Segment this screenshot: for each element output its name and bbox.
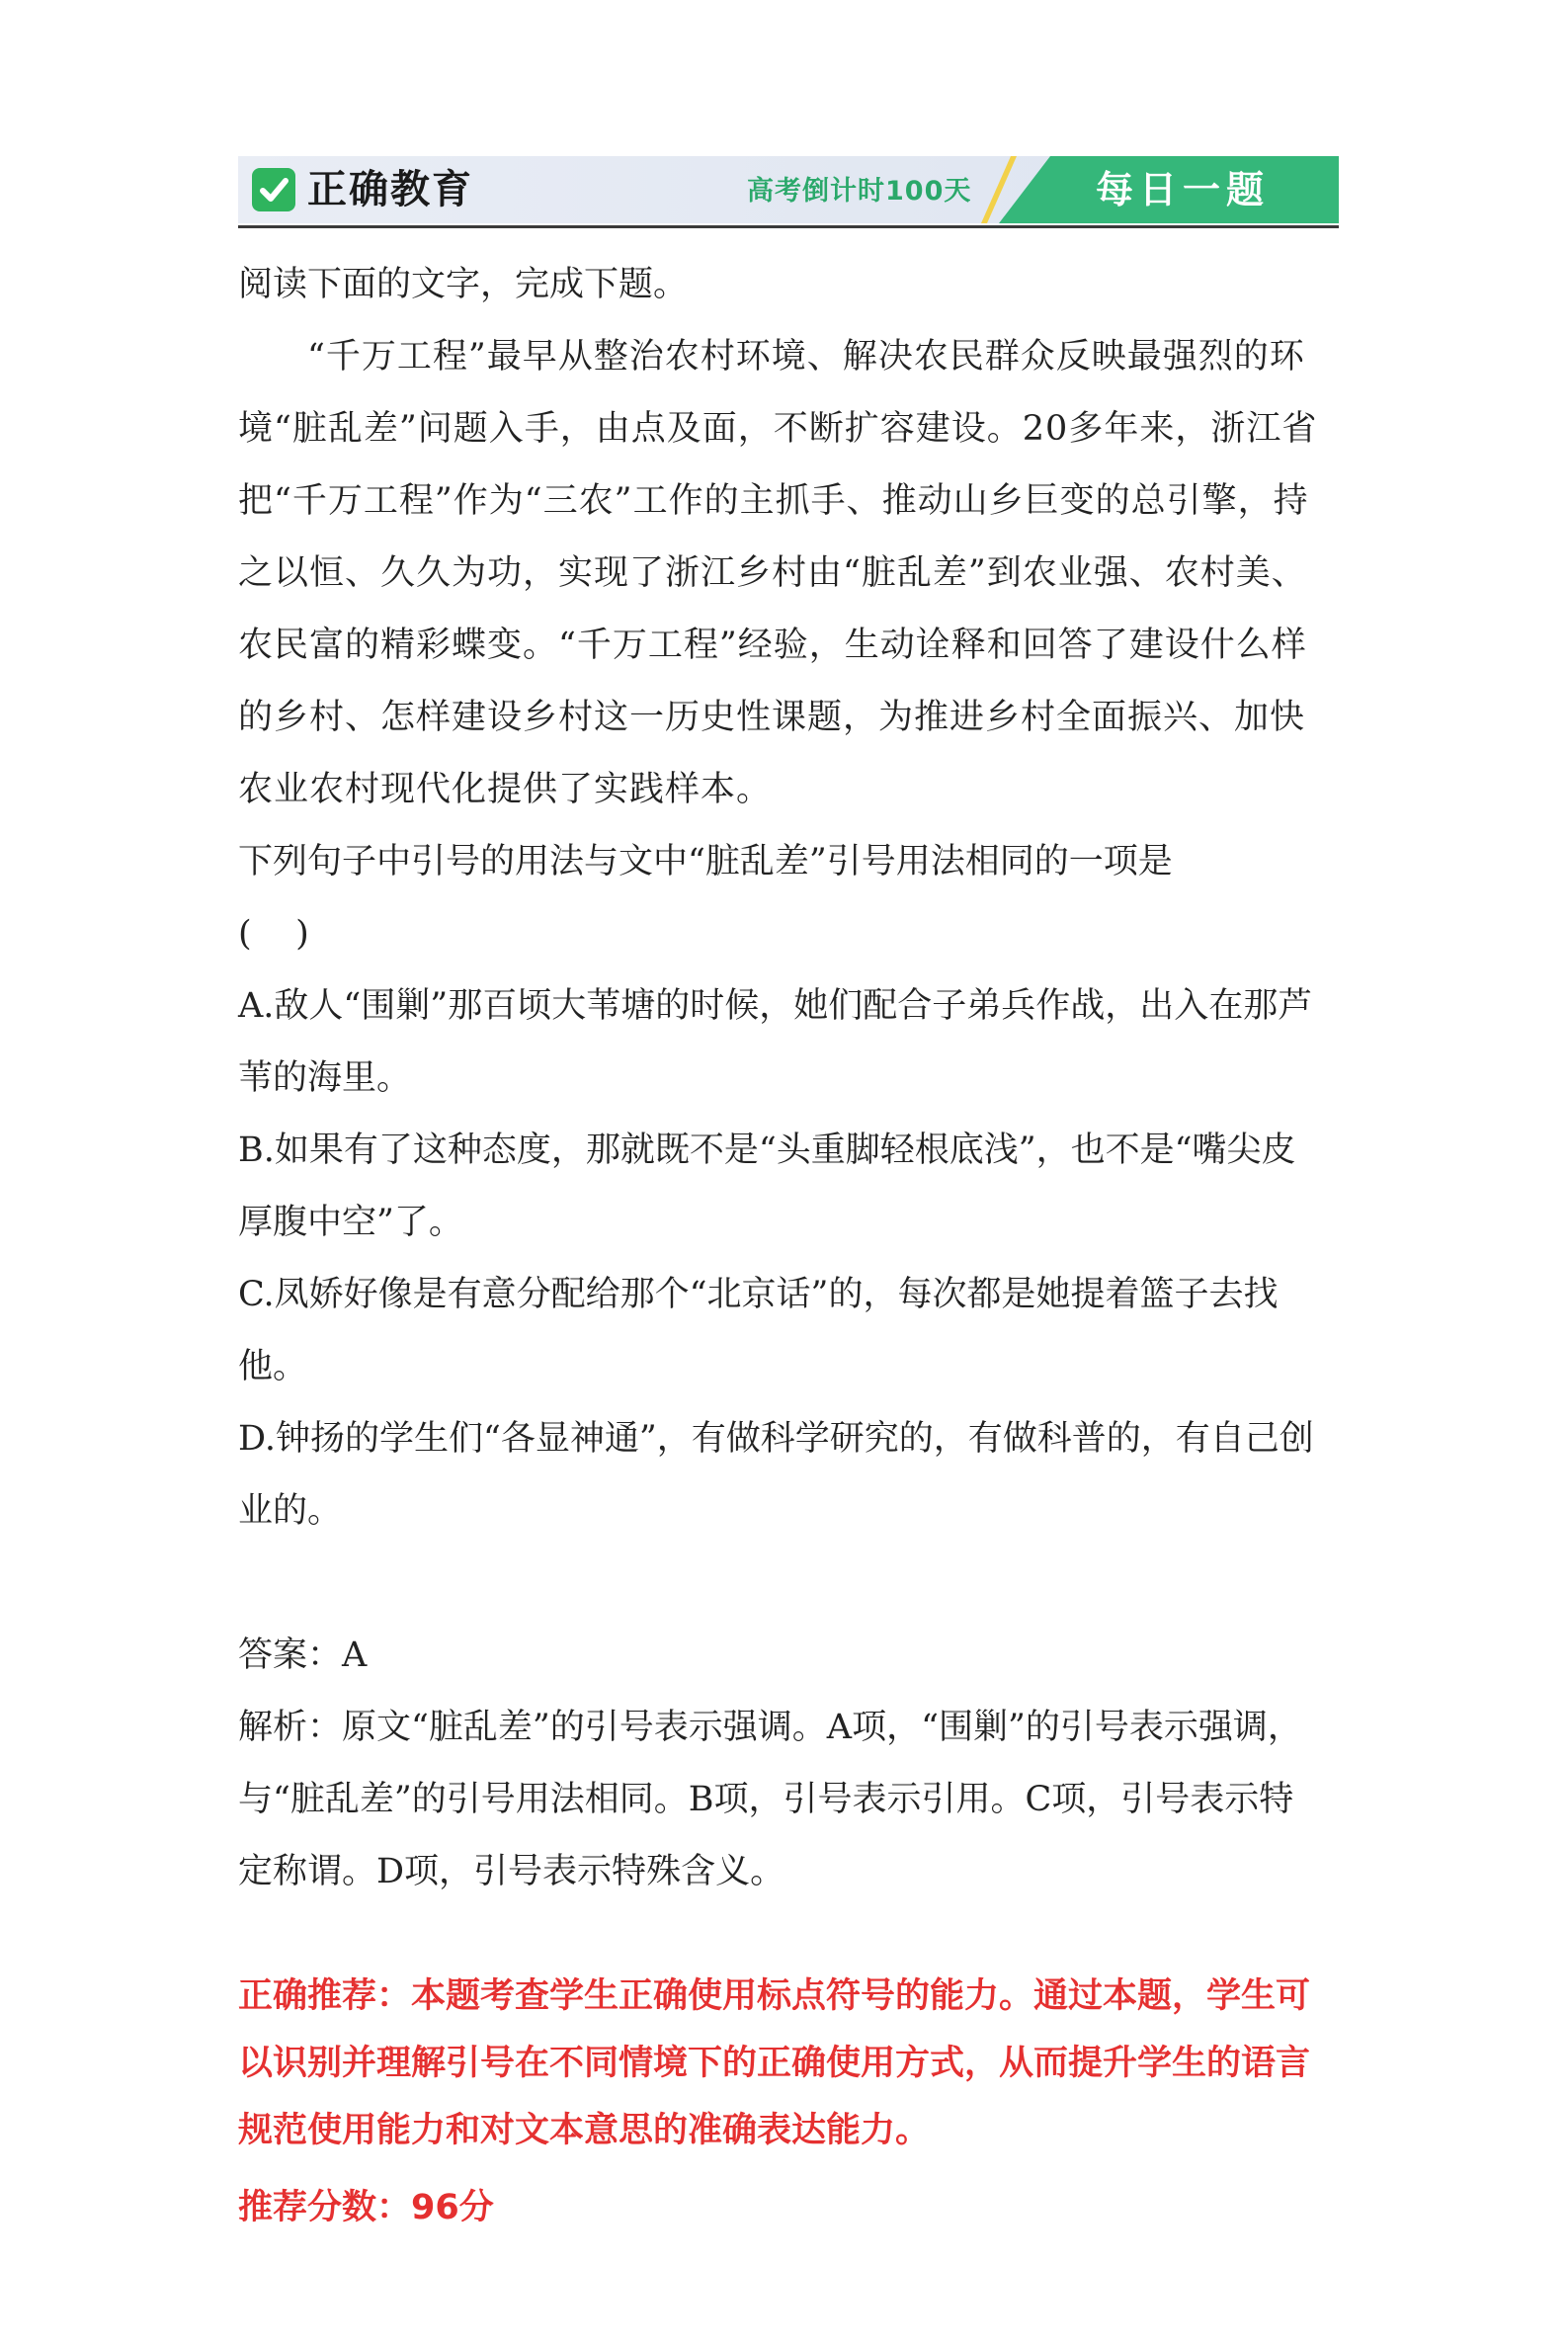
spacer bbox=[238, 1548, 1325, 1620]
option-d: D.钟扬的学生们“各显神通”，有做科学研究的，有做科普的，有自己创业的。 bbox=[238, 1419, 1314, 1531]
question-content bbox=[238, 249, 1325, 2244]
header-divider bbox=[238, 225, 1339, 228]
countdown-label: 高考倒计时100天 bbox=[747, 176, 972, 207]
option-b: B.如果有了这种态度，那就既不是“头重脚轻根底浅”，也不是“嘴尖皮厚腹中空”了。 bbox=[238, 1131, 1296, 1242]
spacer bbox=[238, 1908, 1325, 1963]
question-stem: 下列句子中引号的用法与文中“脏乱差”引号用法相同的一项是 bbox=[238, 842, 1173, 881]
instruction: 阅读下面的文字，完成下题。 bbox=[238, 265, 689, 304]
passage-paragraph: “千万工程”最早从整治农村环境、解决农民群众反映最强烈的环境“脏乱差”问题入手，由点及面，不断扩容建设。20多年来，浙江省把“千万工程”作为“三农”工作的主抓手、推动山乡巨变的总引擎，持之以恒、久久为功，实现了浙江乡村由“脏乱差”到农业强、农村美、农民富的精彩蝶变。“千万工程”经验，生动诠释和回答了建设什么样的乡村、怎样建设乡村这一历史性课题，为推进乡村全面振兴、加快农业农村现代化提供了实践样本。 bbox=[238, 337, 1318, 809]
option-c: C.凤娇好像是有意分配给那个“北京话”的，每次都是她提着篮子去找他。 bbox=[238, 1275, 1279, 1386]
recommendation-text: 正确推荐：本题考查学生正确使用标点符号的能力。通过本题，学生可以识别并理解引号在不同情境下的正确使用方式，从而提升学生的语言规范使用能力和对文本意思的准确表达能力。 bbox=[238, 1976, 1311, 2150]
option-a: A.敌人“围剿”那百顷大苇塘的时候，她们配合子弟兵作战，出入在那芦苇的海里。 bbox=[238, 986, 1313, 1098]
answer-label: 答案：A bbox=[238, 1635, 368, 1675]
answer-blank: ( ) bbox=[238, 914, 309, 954]
logo-text: 正确教育 bbox=[307, 167, 473, 212]
check-icon bbox=[252, 168, 295, 211]
recommendation-score: 推荐分数：96分 bbox=[238, 2188, 494, 2227]
header-banner bbox=[238, 156, 1339, 227]
daily-question-label: 每日一题 bbox=[1096, 168, 1271, 211]
answer-analysis: 解析：原文“脏乱差”的引号表示强调。A项，“围剿”的引号表示强调，与“脏乱差”的引号用法相同。B项，引号表示引用。C项，引号表示特定称谓。D项，引号表示特殊含义。 bbox=[238, 1708, 1302, 1891]
